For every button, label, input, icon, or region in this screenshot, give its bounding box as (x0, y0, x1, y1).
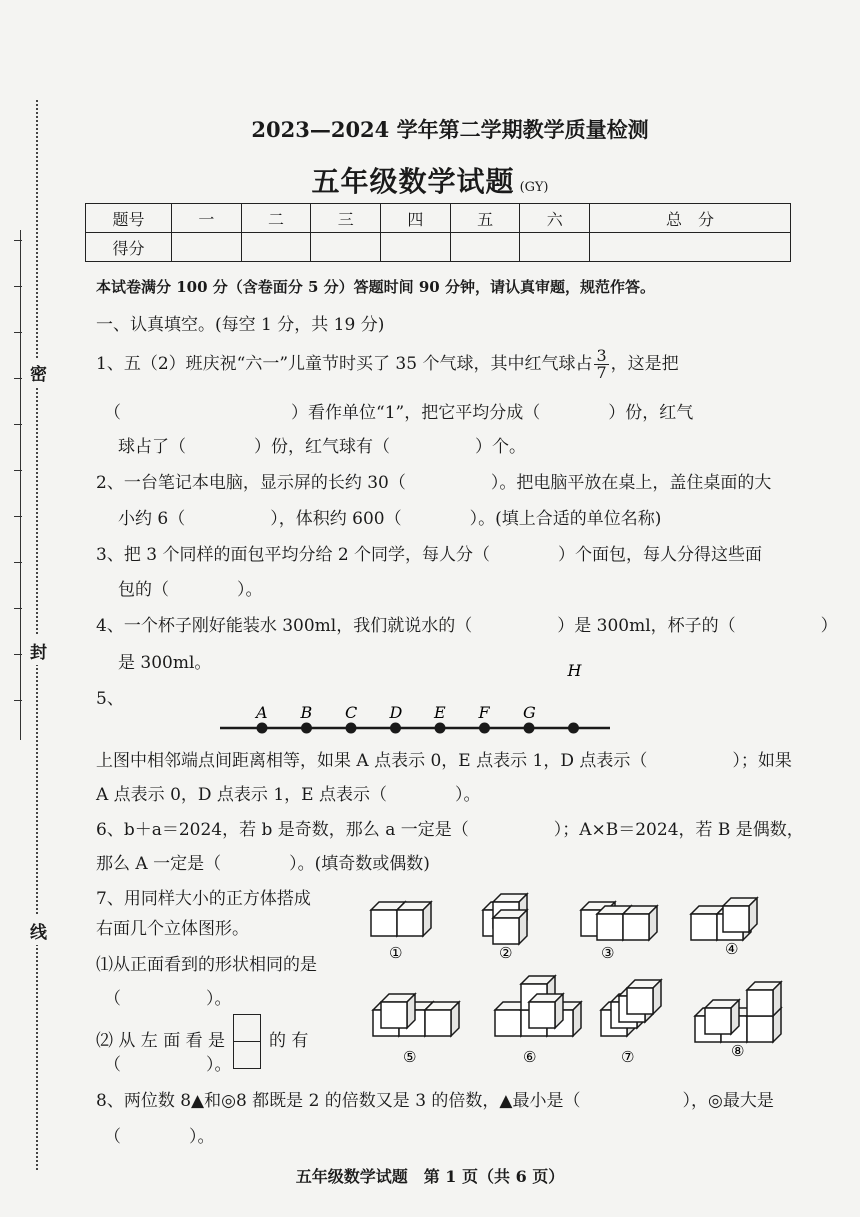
question-text: ，这是把 (610, 354, 679, 374)
score-input-cell[interactable] (172, 233, 242, 262)
number-line-label-f: F (478, 703, 490, 722)
score-cell: 二 (241, 204, 311, 233)
section-title: 一、认真填空。(每空 1 分，共 19 分) (96, 315, 385, 335)
score-cell: 五 (450, 204, 520, 233)
question-7-sub-2-blank[interactable]: （ ）。 (104, 1055, 232, 1075)
exam-title: 2023—2024 学年第二学期教学质量检测 (251, 117, 649, 142)
question-5-line-2[interactable]: A 点表示 0，D 点表示 1，E 点表示（ ）。 (96, 785, 481, 805)
number-line-point-g (524, 723, 535, 734)
score-cell: 四 (381, 204, 451, 233)
number-line-point-a (257, 723, 268, 734)
binding-tick (14, 332, 22, 333)
cube-figure-5 (373, 994, 459, 1036)
score-table-header-row (86, 204, 791, 233)
number-line-point-c (346, 723, 357, 734)
question-text: 的 有 (269, 1031, 309, 1051)
cube-figure-2 (483, 894, 527, 944)
score-input-cell[interactable] (241, 233, 311, 262)
score-input-cell[interactable] (381, 233, 451, 262)
question-7-sub-1: ⑴从正面看到的形状相同的是 (96, 955, 317, 975)
score-cell: 六 (520, 204, 590, 233)
cube-figure-label-8: ⑧ (731, 1042, 745, 1060)
question-2-line-2[interactable]: 小约 6（ ），体积约 600（ ）。(填上合适的单位名称) (118, 509, 662, 529)
cube-figure-label-4: ④ (725, 940, 739, 958)
number-line-label-h: H (567, 661, 582, 680)
margin-char-mi: 密 (30, 358, 47, 387)
cube-figure-1 (371, 902, 431, 936)
left-view-icon (233, 1014, 261, 1069)
score-input-cell[interactable] (311, 233, 381, 262)
instructions: 本试卷满分 100 分（含卷面分 5 分）答题时间 90 分钟，请认真审题，规范作答。 (96, 278, 655, 296)
fraction-numerator: 3 (596, 346, 607, 365)
binding-dotted-line (36, 100, 38, 1170)
page-footer: 五年级数学试题 第 1 页（共 6 页） (295, 1167, 565, 1186)
cube-figure-6 (495, 976, 581, 1036)
binding-tick (14, 378, 22, 379)
cube-figure-7 (601, 980, 661, 1036)
score-cell: 题号 (86, 204, 172, 233)
question-5-line-1[interactable]: 上图中相邻端点间距离相等，如果 A 点表示 0，E 点表示 1，D 点表示（ ）；如果 (96, 751, 792, 771)
question-1-line-1 (96, 348, 679, 381)
margin-char-feng: 封 (30, 636, 47, 665)
cube-figure-label-7: ⑦ (621, 1048, 635, 1066)
question-text: ⑵ 从 左 面 看 是 (96, 1031, 226, 1051)
margin-char-xian: 线 (30, 916, 47, 945)
number-line-label-a: A (256, 703, 268, 722)
score-cell: 总 分 (590, 204, 791, 233)
binding-tick (14, 516, 22, 517)
number-line-label-b: B (300, 703, 313, 722)
binding-tick (14, 424, 22, 425)
exam-subtitle: 五年级数学试题 (311, 165, 515, 198)
cube-figure-label-2: ② (499, 944, 513, 962)
score-input-cell[interactable] (520, 233, 590, 262)
binding-tick (14, 470, 22, 471)
score-cell: 一 (172, 204, 242, 233)
fraction-denominator: 7 (596, 363, 607, 382)
question-8-line-1[interactable]: 8、两位数 8▲和◎8 都既是 2 的倍数又是 3 的倍数，▲最小是（ ），◎最大是 (96, 1091, 774, 1111)
binding-tick (14, 654, 22, 655)
number-line-figure (200, 660, 620, 740)
cube-figure-3 (581, 902, 657, 940)
binding-tick (14, 286, 22, 287)
question-4-line-1[interactable]: 4、一个杯子刚好能装水 300ml，我们就说水的（ ）是 300ml，杯子的（ ） (96, 616, 838, 636)
question-6-line-1[interactable]: 6、b＋a＝2024，若 b 是奇数，那么 a 一定是（ ）；A×B＝2024，若 B 是偶数， (96, 820, 804, 840)
number-line-label-c: C (345, 703, 358, 722)
number-line-point-e (435, 723, 446, 734)
cube-figures (365, 880, 785, 1070)
cube-figure-label-3: ③ (601, 944, 615, 962)
binding-tick (14, 700, 22, 701)
cube-figure-label-1: ① (389, 944, 403, 962)
question-3-line-2[interactable]: 包的（ ）。 (118, 580, 263, 600)
score-input-cell[interactable] (450, 233, 520, 262)
question-1-line-3[interactable]: 球占了（ ）份，红气球有（ ）个。 (118, 437, 526, 457)
binding-solid-line (20, 230, 21, 740)
question-7-sub-1-blank[interactable]: （ ）。 (104, 989, 232, 1009)
question-7-line-2: 右面几个立体图形。 (96, 919, 249, 939)
number-line-label-d: D (389, 703, 403, 722)
cube-figure-8 (695, 982, 781, 1042)
score-cell: 得分 (86, 233, 172, 262)
question-1-line-2[interactable]: （ ）看作单位“1”，把它平均分成（ ）份，红气 (104, 403, 694, 423)
exam-code: (GY) (519, 180, 549, 195)
number-line-point-b (301, 723, 312, 734)
binding-tick (14, 562, 22, 563)
question-5-label: 5、 (96, 689, 124, 709)
question-7-line-1: 7、用同样大小的正方体搭成 (96, 889, 311, 909)
score-table-score-row (86, 233, 791, 262)
question-text: 1、五（2）班庆祝“六一”儿童节时买了 35 个气球，其中红气球占 (96, 354, 593, 374)
exam-subtitle-wrap (0, 160, 860, 200)
score-table (85, 203, 791, 262)
question-6-line-2[interactable]: 那么 A 一定是（ ）。(填奇数或偶数) (96, 854, 430, 874)
number-line-point-f (479, 723, 490, 734)
score-cell: 三 (311, 204, 381, 233)
question-3-line-1[interactable]: 3、把 3 个同样的面包平均分给 2 个同学，每人分（ ）个面包，每人分得这些面 (96, 545, 763, 565)
number-line-label-e: E (434, 703, 446, 722)
question-2-line-1[interactable]: 2、一台笔记本电脑，显示屏的长约 30（ ）。把电脑平放在桌上，盖住桌面的大 (96, 473, 772, 493)
number-line-label-g: G (523, 703, 536, 722)
fraction (594, 348, 608, 381)
binding-tick (14, 608, 22, 609)
cube-figure-4 (691, 898, 757, 940)
question-4-line-2: 是 300ml。 (118, 653, 212, 673)
score-input-cell[interactable] (590, 233, 791, 262)
cube-figure-label-5: ⑤ (403, 1048, 417, 1066)
number-line-point-h (568, 723, 579, 734)
question-8-line-2[interactable]: （ ）。 (104, 1127, 215, 1147)
cube-figure-label-6: ⑥ (523, 1048, 537, 1066)
binding-tick (14, 240, 22, 241)
number-line-point-d (390, 723, 401, 734)
